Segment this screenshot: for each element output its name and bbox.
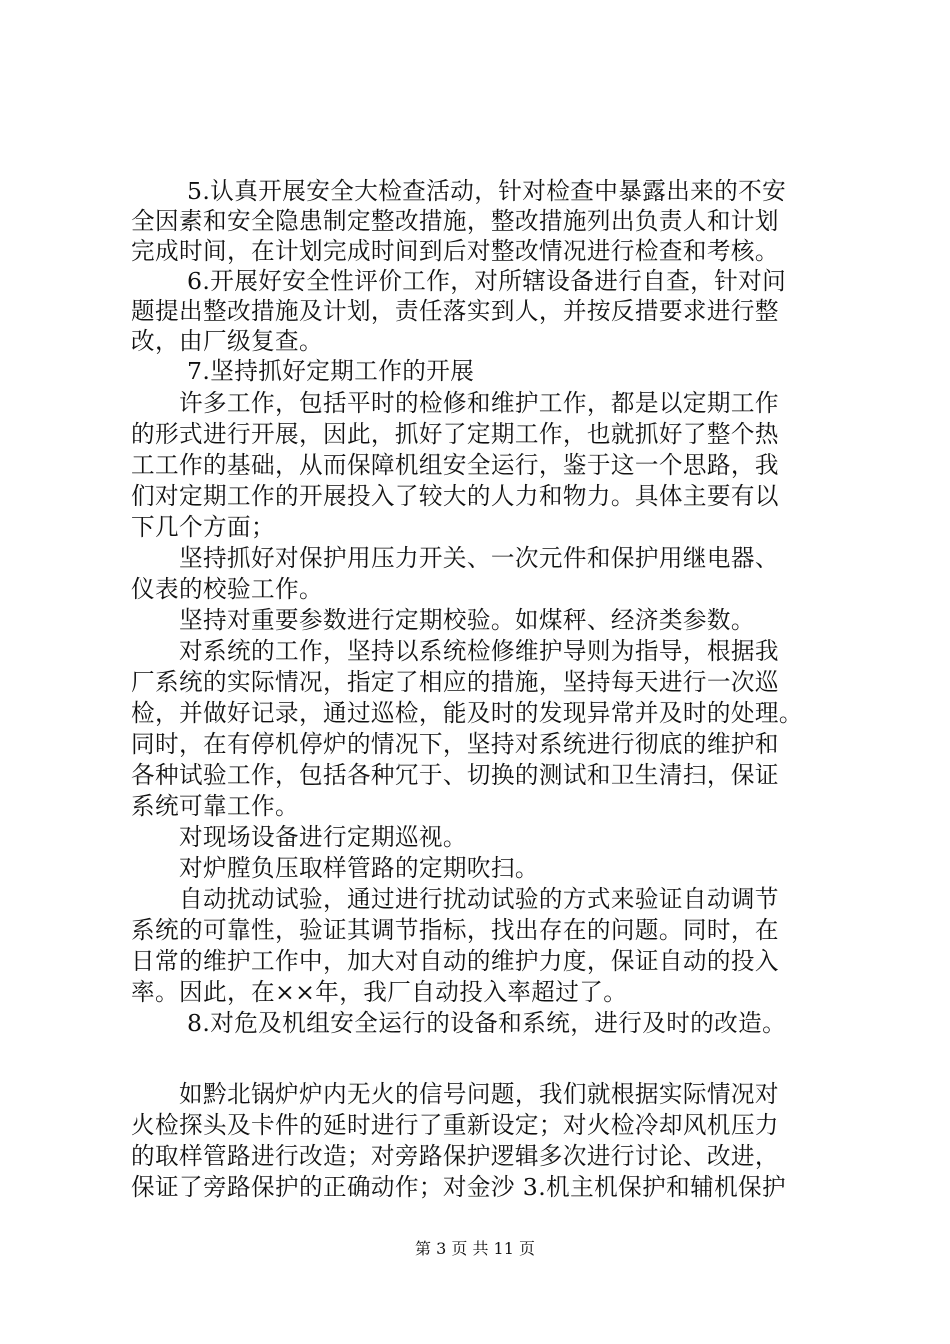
text-line: 坚持抓好对保护用压力开关、一次元件和保护用继电器、	[179, 544, 779, 572]
text-line: 火检探头及卡件的延时进行了重新设定；对火检冷却风机压力	[131, 1111, 779, 1139]
text-line: 对炉膛负压取样管路的定期吹扫。	[179, 854, 539, 882]
text-line: 坚持对重要参数进行定期校验。如煤秤、经济类参数。	[179, 606, 755, 634]
text-line: 对现场设备进行定期巡视。	[179, 823, 467, 851]
text-line: 8.对危及机组安全运行的设备和系统，进行及时的改造。	[187, 1009, 787, 1037]
text-line: 们对定期工作的开展投入了较大的人力和物力。具体主要有以	[131, 482, 779, 510]
text-line: 各种试验工作，包括各种冗于、切换的测试和卫生清扫，保证	[131, 761, 779, 789]
text-line: 系统可靠工作。	[131, 792, 299, 820]
text-line: 的取样管路进行改造；对旁路保护逻辑多次进行讨论、改进，	[131, 1142, 779, 1170]
text-line: 的形式进行开展，因此，抓好了定期工作，也就抓好了整个热	[131, 420, 779, 448]
text-line: 同时，在有停机停炉的情况下，坚持对系统进行彻底的维护和	[131, 730, 779, 758]
page-number-footer: 第 3 页 共 11 页	[415, 1239, 535, 1258]
text-line: 对系统的工作，坚持以系统检修维护导则为指导，根据我	[179, 637, 779, 665]
text-line: 5.认真开展安全大检查活动，针对检查中暴露出来的不安	[187, 177, 787, 205]
text-line: 如黔北锅炉炉内无火的信号问题，我们就根据实际情况对	[179, 1080, 779, 1108]
text-line: 厂系统的实际情况，指定了相应的措施，坚持每天进行一次巡	[131, 668, 779, 696]
text-line: 下几个方面；	[131, 513, 275, 541]
text-line: 系统的可靠性，验证其调节指标，找出存在的问题。同时，在	[131, 916, 779, 944]
text-line: 许多工作，包括平时的检修和维护工作，都是以定期工作	[179, 389, 779, 417]
text-line: 全因素和安全隐患制定整改措施，整改措施列出负责人和计划	[131, 207, 779, 235]
text-line: 日常的维护工作中，加大对自动的维护力度，保证自动的投入	[131, 947, 779, 975]
text-line: 检，并做好记录，通过巡检，能及时的发现异常并及时的处理。	[131, 699, 803, 727]
text-line: 改，由厂级复查。	[131, 327, 323, 355]
text-line: 6.开展好安全性评价工作，对所辖设备进行自查，针对问	[187, 267, 787, 295]
text-line: 工工作的基础，从而保障机组安全运行，鉴于这一个思路，我	[131, 451, 779, 479]
text-line: 完成时间，在计划完成时间到后对整改情况进行检查和考核。	[131, 237, 779, 265]
text-line: 率。因此，在××年，我厂自动投入率超过了。	[131, 978, 628, 1006]
text-line: 题提出整改措施及计划，责任落实到人，并按反措要求进行整	[131, 297, 779, 325]
text-line: 保证了旁路保护的正确动作；对金沙 3.机主机保护和辅机保护	[131, 1173, 787, 1201]
text-line: 仪表的校验工作。	[131, 575, 323, 603]
text-line: 自动扰动试验，通过进行扰动试验的方式来验证自动调节	[179, 885, 779, 913]
text-line: 7.坚持抓好定期工作的开展	[187, 357, 475, 385]
